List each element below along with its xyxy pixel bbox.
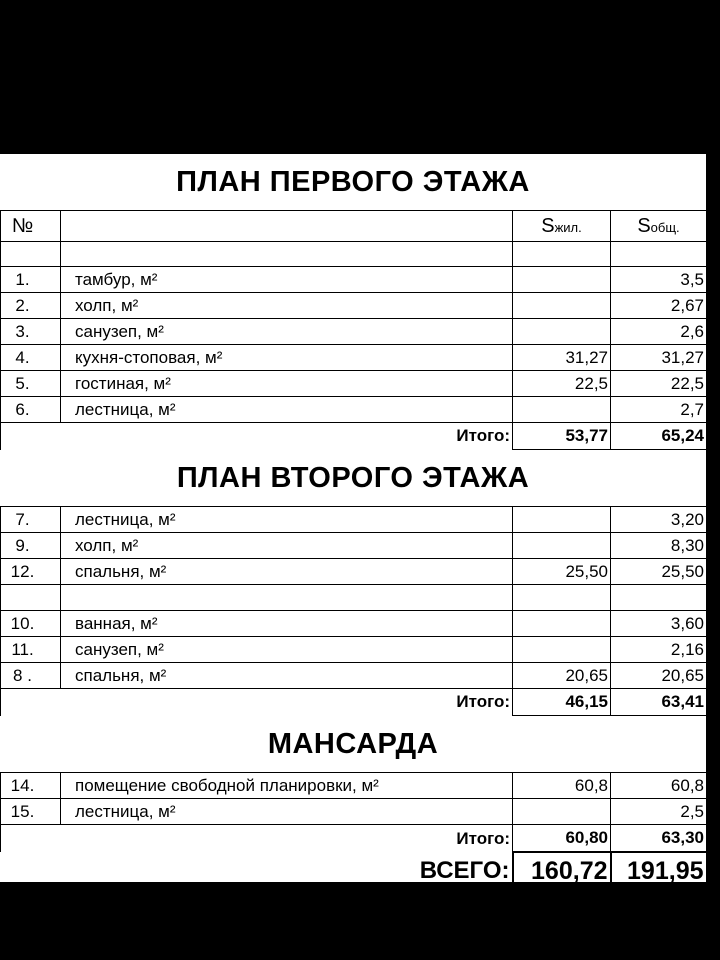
total-area: 8,30 [611, 533, 707, 559]
header-name [61, 211, 513, 242]
table-row [1, 319, 707, 345]
room-name: гостиная, м² [61, 371, 513, 397]
room-name: холп, м² [61, 293, 513, 319]
total-area: 20,65 [611, 663, 707, 689]
table-row [1, 507, 707, 533]
table-row [1, 345, 707, 371]
room-number: 12. [1, 559, 61, 585]
table-row [1, 611, 707, 637]
table-row [1, 637, 707, 663]
floor1-total-living: 53,77 [513, 423, 611, 450]
room-number: 14. [1, 773, 61, 799]
table-row [1, 267, 707, 293]
living-area [513, 585, 611, 611]
room-name: холп, м² [61, 533, 513, 559]
table-row [1, 371, 707, 397]
total-label: Итого: [61, 689, 513, 716]
room-name: помещение свободной планировки, м² [61, 773, 513, 799]
room-name: ванная, м² [61, 611, 513, 637]
table-row [1, 773, 707, 799]
living-area: 31,27 [513, 345, 611, 371]
room-number: 4. [1, 345, 61, 371]
floor1-total-area: 65,24 [611, 423, 707, 450]
floor2-total-living: 46,15 [513, 689, 611, 716]
room-name: лестница, м² [61, 507, 513, 533]
attic-total-area: 63,30 [611, 825, 707, 853]
floor2-total-area: 63,41 [611, 689, 707, 716]
room-number: 1. [1, 267, 61, 293]
table-row [1, 397, 707, 423]
room-number: 8 . [1, 663, 61, 689]
living-area [513, 799, 611, 825]
header-living-area: Sжил. [513, 211, 611, 242]
empty-row [1, 242, 707, 267]
floor2-total-row [1, 689, 707, 716]
attic-table [0, 772, 708, 891]
header-total-area: Sобщ. [611, 211, 707, 242]
living-area: 60,8 [513, 773, 611, 799]
total-area: 22,5 [611, 371, 707, 397]
total-label: Итого: [61, 423, 513, 450]
room-name: спальня, м² [61, 559, 513, 585]
room-name: санузеп, м² [61, 637, 513, 663]
total-area: 25,50 [611, 559, 707, 585]
floor1-table [0, 210, 707, 450]
living-area [513, 637, 611, 663]
table-row [1, 799, 707, 825]
table-row [1, 533, 707, 559]
floor-plan-area-table [0, 152, 709, 885]
total-area: 2,67 [611, 293, 707, 319]
grand-total-row [1, 852, 707, 890]
room-name: лестница, м² [61, 799, 513, 825]
grand-total-label: ВСЕГО: [419, 857, 510, 884]
attic-total-living: 60,80 [513, 825, 611, 853]
total-label: Итого: [61, 825, 513, 853]
room-number: 11. [1, 637, 61, 663]
total-area: 3,20 [611, 507, 707, 533]
room-name [61, 585, 513, 611]
floor2-table [0, 506, 707, 716]
living-area [513, 293, 611, 319]
header-number: № [1, 211, 61, 242]
floor1-total-row [1, 423, 707, 450]
room-number [1, 585, 61, 611]
total-area: 3,60 [611, 611, 707, 637]
room-name: спальня, м² [61, 663, 513, 689]
living-area [513, 319, 611, 345]
living-area: 20,65 [513, 663, 611, 689]
living-area [513, 267, 611, 293]
grand-total-living: 160,72 [513, 852, 611, 890]
total-area: 2,6 [611, 319, 707, 345]
room-name: тамбур, м² [61, 267, 513, 293]
room-number: 9. [1, 533, 61, 559]
total-area: 2,5 [611, 799, 707, 825]
living-area [513, 397, 611, 423]
total-area: 2,7 [611, 397, 707, 423]
attic-title: МАНСАРДА [267, 727, 439, 760]
floor1-title: ПЛАН ПЕРВОГО ЭТАЖА [176, 165, 530, 198]
table-row [1, 663, 707, 689]
living-area: 25,50 [513, 559, 611, 585]
total-area: 3,5 [611, 267, 707, 293]
room-number: 2. [1, 293, 61, 319]
floor2-title: ПЛАН ВТОРОГО ЭТАЖА [176, 461, 530, 494]
table-row [1, 293, 707, 319]
room-name: лестница, м² [61, 397, 513, 423]
living-area [513, 507, 611, 533]
room-name: кухня-стоповая, м² [61, 345, 513, 371]
living-area: 22,5 [513, 371, 611, 397]
room-number: 3. [1, 319, 61, 345]
total-area: 60,8 [611, 773, 707, 799]
total-area [611, 585, 707, 611]
room-number: 6. [1, 397, 61, 423]
room-name: санузеп, м² [61, 319, 513, 345]
room-number: 10. [1, 611, 61, 637]
grand-total-area: 191,95 [611, 852, 707, 890]
total-area: 31,27 [611, 345, 707, 371]
room-number: 15. [1, 799, 61, 825]
room-number: 5. [1, 371, 61, 397]
attic-total-row [1, 825, 707, 853]
table-row [1, 585, 707, 611]
living-area [513, 611, 611, 637]
table-row [1, 559, 707, 585]
living-area [513, 533, 611, 559]
total-area: 2,16 [611, 637, 707, 663]
header-row [1, 211, 707, 242]
room-number: 7. [1, 507, 61, 533]
